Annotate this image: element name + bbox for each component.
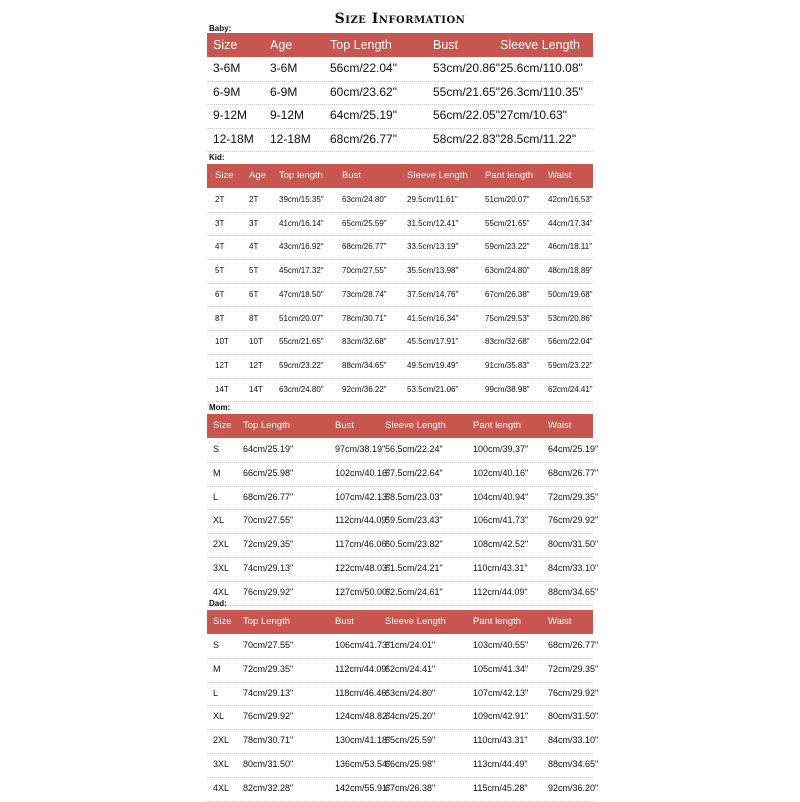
table-cell: 130cm/41.18" xyxy=(335,735,391,746)
table-cell: 64cm/25.19" xyxy=(243,444,294,454)
table-cell: 60.5cm/23.82" xyxy=(385,539,443,550)
table-cell: 45cm/17.32" xyxy=(279,266,324,276)
table-cell: 25.6cm/110.08" xyxy=(500,61,583,75)
table-cell: 66cm/25.98" xyxy=(243,467,294,478)
table-cell: 50cm/19.68" xyxy=(548,289,593,299)
column-header: Pant length xyxy=(473,420,522,431)
table-cell: 112cm/44.09" xyxy=(335,663,390,674)
table-cell: L xyxy=(213,687,219,698)
table-cell: 82cm/32.28" xyxy=(243,782,294,793)
table-row xyxy=(207,212,593,237)
section-label-mom: Mom: xyxy=(209,403,231,412)
table-cell: 42cm/16.53" xyxy=(548,195,593,204)
table-cell: S xyxy=(213,444,220,454)
table-row xyxy=(207,188,593,213)
table-cell: 55cm/21.65" xyxy=(279,337,324,347)
table-cell: 73cm/28.74" xyxy=(342,289,387,299)
table-cell: 9-12M xyxy=(270,108,305,122)
table-row xyxy=(207,354,593,379)
table-row xyxy=(207,658,599,683)
table-cell: 115cm/45.28" xyxy=(473,782,528,793)
table-cell: 124cm/48.82" xyxy=(335,711,391,722)
table-cell: 57.5cm/22.64" xyxy=(385,467,443,478)
column-header: Top Length xyxy=(330,38,392,52)
table-cell: 88cm/34.65" xyxy=(548,586,599,597)
table-cell: 10T xyxy=(249,337,263,347)
column-header: Top length xyxy=(279,170,323,181)
table-cell: 106cm/41.73" xyxy=(335,640,391,650)
table-cell: 2XL xyxy=(213,539,230,550)
table-cell: 74cm/29.13" xyxy=(243,687,294,698)
table-cell: 80cm/31.50" xyxy=(548,711,599,722)
table-cell: 74cm/29.13" xyxy=(243,563,294,573)
table-cell: 51cm/20.07" xyxy=(485,195,530,204)
table-cell: 88cm/34.65" xyxy=(548,759,599,769)
table-header-kid xyxy=(207,164,593,188)
table-cell: 3-6M xyxy=(213,61,241,75)
table-cell: 27cm/10.63" xyxy=(500,108,567,122)
table-cell: 76cm/29.92" xyxy=(548,687,599,698)
table-cell: 99cm/38.98" xyxy=(485,384,530,394)
table-cell: 53cm/20.86" xyxy=(548,313,593,323)
table-cell: XL xyxy=(213,711,225,722)
column-header: Age xyxy=(270,38,293,52)
table-cell: 4T xyxy=(215,242,225,252)
table-cell: 56cm/22.04" xyxy=(330,61,397,75)
table-cell: 8T xyxy=(249,313,259,323)
table-cell: 88cm/34.65" xyxy=(342,360,387,370)
table-cell: 62.5cm/24.61" xyxy=(385,586,443,597)
table-cell: 104cm/40.94" xyxy=(473,491,529,502)
table-cell: 6-9M xyxy=(213,84,241,99)
table-row xyxy=(207,729,599,754)
column-header: Sleeve Length xyxy=(407,170,468,181)
table-cell: 72cm/29.35" xyxy=(548,491,599,502)
column-header: Sleeve Length xyxy=(500,38,580,52)
table-cell: 3XL xyxy=(213,563,230,573)
table-cell: 78cm/30.71" xyxy=(243,735,294,746)
table-cell: 72cm/29.35" xyxy=(243,539,294,550)
table-cell: 68cm/26.77" xyxy=(330,131,397,146)
column-header: Pant length xyxy=(473,616,522,627)
table-cell: 37.5cm/14.76" xyxy=(407,289,459,299)
table-cell: 102cm/40.16" xyxy=(335,467,391,478)
table-cell: 65cm/25.59" xyxy=(342,218,387,228)
table-cell: 55cm/21.65" xyxy=(433,84,500,99)
column-header: Size xyxy=(213,38,238,52)
table-cell: 14T xyxy=(249,384,263,394)
table-cell: 108cm/42.52" xyxy=(473,539,529,550)
table-cell: 12T xyxy=(215,360,229,370)
table-cell: 91cm/35.83" xyxy=(485,360,530,370)
table-row xyxy=(207,128,593,153)
table-cell: 62cm/24.41" xyxy=(385,663,436,674)
table-cell: 6T xyxy=(215,289,225,299)
table-cell: 59cm/23.22" xyxy=(548,360,593,370)
table-cell: 76cm/29.92" xyxy=(243,711,294,722)
table-cell: 109cm/42.91" xyxy=(473,711,529,722)
table-cell: 68cm/26.77" xyxy=(342,242,387,252)
table-cell: 106cm/41.73" xyxy=(473,515,529,526)
table-cell: 72cm/29.35" xyxy=(243,663,294,674)
table-row xyxy=(207,557,599,582)
table-row xyxy=(207,330,593,355)
table-row xyxy=(207,753,599,778)
table-cell: XL xyxy=(213,515,225,526)
column-header: Pant length xyxy=(485,170,534,181)
table-cell: 56cm/22.04" xyxy=(548,337,593,347)
table-cell: 5T xyxy=(249,266,259,276)
table-cell: 56cm/22.05" xyxy=(433,108,500,122)
table-row xyxy=(207,705,599,730)
table-cell: 3-6M xyxy=(270,61,298,75)
column-header: Bust xyxy=(342,170,362,181)
table-cell: 53cm/20.86" xyxy=(433,61,500,75)
table-cell: 68cm/26.77" xyxy=(548,640,599,650)
table-cell: 31.5cm/12.41" xyxy=(407,218,459,228)
table-row xyxy=(207,634,599,659)
table-cell: 72cm/29.35" xyxy=(548,663,599,674)
table-cell: 2T xyxy=(249,195,259,204)
table-cell: 12T xyxy=(249,360,263,370)
table-cell: 83cm/32.68" xyxy=(342,337,387,347)
table-cell: 26.3cm/110.35" xyxy=(500,84,583,99)
section-label-kid: Kid: xyxy=(209,153,225,162)
table-cell: 3T xyxy=(215,218,225,228)
table-cell: 10T xyxy=(215,337,229,347)
table-row xyxy=(207,307,593,332)
column-header: Waist xyxy=(548,420,572,431)
table-cell: 61.5cm/24.21" xyxy=(385,563,443,573)
table-cell: 59.5cm/23.43" xyxy=(385,515,443,526)
table-cell: 107cm/42.13" xyxy=(473,687,529,698)
table-cell: 113cm/44.49" xyxy=(473,759,528,769)
column-header: Bust xyxy=(433,38,459,52)
table-cell: 45.5cm/17.91" xyxy=(407,337,459,347)
table-cell: 59cm/23.22" xyxy=(485,242,530,252)
table-cell: 103cm/40.55" xyxy=(473,640,529,650)
table-cell: 64cm/25.20" xyxy=(385,711,436,722)
table-cell: 92cm/36.20" xyxy=(548,782,599,793)
table-row xyxy=(207,81,593,106)
table-cell: 80cm/31.50" xyxy=(548,539,599,550)
column-header: Top Length xyxy=(243,616,291,627)
table-cell: 63cm/24.80" xyxy=(279,384,324,394)
table-row xyxy=(207,438,599,463)
table-cell: 14T xyxy=(215,384,229,394)
table-row xyxy=(207,235,593,260)
table-row xyxy=(207,486,599,511)
table-cell: 92cm/36.22" xyxy=(342,384,387,394)
table-row xyxy=(207,57,593,82)
table-cell: 83cm/32.68" xyxy=(485,337,530,347)
column-header: Bust xyxy=(335,616,355,627)
table-cell: 29.5cm/11.61" xyxy=(407,195,458,204)
table-cell: 62cm/24.41" xyxy=(548,384,593,394)
table-cell: 64cm/25.19" xyxy=(330,108,397,122)
table-cell: 59cm/23.22" xyxy=(279,360,324,370)
table-cell: 70cm/27.55" xyxy=(243,640,294,650)
column-header: Size xyxy=(213,616,232,627)
table-cell: L xyxy=(213,491,219,502)
table-row xyxy=(207,509,599,534)
table-cell: 84cm/33.10" xyxy=(548,735,599,746)
section-label-dad: Dad: xyxy=(209,599,227,608)
table-cell: 53.5cm/21.06" xyxy=(407,384,459,394)
table-cell: 9-12M xyxy=(213,108,248,122)
page-title: Size Information xyxy=(334,11,466,27)
table-cell: 67cm/26.38" xyxy=(485,289,530,299)
section-label-baby: Baby: xyxy=(209,24,232,33)
table-cell: 102cm/40.16" xyxy=(473,467,529,478)
table-cell: 65cm/25.59" xyxy=(385,735,436,746)
table-cell: 41cm/16.14" xyxy=(279,218,324,228)
table-cell: 47cm/18.50" xyxy=(279,289,324,299)
table-row xyxy=(207,104,593,129)
table-cell: 68cm/26.77" xyxy=(243,491,294,502)
table-cell: 2T xyxy=(215,195,225,204)
table-cell: 64cm/25.19" xyxy=(548,444,599,454)
table-header-baby xyxy=(207,33,593,57)
column-header: Size xyxy=(213,420,232,431)
table-cell: 4T xyxy=(249,242,259,252)
table-cell: 61cm/24.01" xyxy=(385,640,436,650)
table-cell: 122cm/48.03" xyxy=(335,563,391,573)
table-cell: 28.5cm/11.22" xyxy=(500,131,577,146)
table-cell: 110cm/43.31" xyxy=(473,563,528,573)
table-cell: 136cm/53.54" xyxy=(335,759,391,769)
table-cell: 58cm/22.83" xyxy=(433,131,500,146)
table-cell: 80cm/31.50" xyxy=(243,759,294,769)
table-cell: 49.5cm/19.49" xyxy=(407,360,459,370)
table-cell: 39cm/15.35" xyxy=(279,195,324,204)
table-cell: 6T xyxy=(249,289,259,299)
table-cell: 12-18M xyxy=(270,131,311,146)
table-cell: 142cm/55.91" xyxy=(335,782,391,793)
table-cell: 70cm/27.55" xyxy=(243,515,294,526)
table-cell: 118cm/46.46" xyxy=(335,687,390,698)
table-cell: 58.5cm/23.03" xyxy=(385,491,443,502)
table-row xyxy=(207,283,593,308)
table-cell: 107cm/42.13" xyxy=(335,491,391,502)
table-cell: 6-9M xyxy=(270,84,298,99)
table-row xyxy=(207,533,599,558)
table-header-dad xyxy=(207,610,593,634)
column-header: Size xyxy=(215,170,234,181)
table-cell: 5T xyxy=(215,266,225,276)
column-header: Bust xyxy=(335,420,355,431)
table-cell: S xyxy=(213,640,220,650)
table-cell: 41.5cm/16.34" xyxy=(407,313,459,323)
table-cell: 60cm/23.62" xyxy=(330,84,397,99)
table-cell: 55cm/21.65" xyxy=(485,218,530,228)
table-cell: 12-18M xyxy=(213,131,254,146)
table-cell: 63cm/24.80" xyxy=(385,687,436,698)
table-cell: 4XL xyxy=(213,782,230,793)
table-cell: 48cm/18.89" xyxy=(548,266,593,276)
table-cell: M xyxy=(213,467,221,478)
table-cell: 78cm/30.71" xyxy=(342,313,387,323)
table-cell: 66cm/25.98" xyxy=(385,759,436,769)
column-header: Sleeve Length xyxy=(385,420,446,431)
column-header: Sleeve Length xyxy=(385,616,446,627)
table-cell: 84cm/33.10" xyxy=(548,563,599,573)
table-cell: 63cm/24.80" xyxy=(342,195,387,204)
column-header: Waist xyxy=(548,616,572,627)
table-cell: 70cm/27.55" xyxy=(342,266,387,276)
table-cell: 76cm/29.92" xyxy=(548,515,599,526)
table-cell: 68cm/26.77" xyxy=(548,467,599,478)
table-cell: 43cm/16.92" xyxy=(279,242,324,252)
column-header: Age xyxy=(249,170,266,181)
table-cell: 33.5cm/13.19" xyxy=(407,242,459,252)
table-cell: 117cm/46.06" xyxy=(335,539,390,550)
table-row xyxy=(207,777,599,802)
table-cell: 100cm/39.37" xyxy=(473,444,529,454)
table-cell: 75cm/29.53" xyxy=(485,313,530,323)
table-cell: 46cm/18.11" xyxy=(548,242,593,252)
table-cell: 4XL xyxy=(213,586,230,597)
table-cell: 3T xyxy=(249,218,259,228)
table-cell: 112cm/44.09" xyxy=(335,515,390,526)
table-cell: 127cm/50.00" xyxy=(335,586,391,597)
table-row xyxy=(207,462,599,487)
table-cell: 56.5cm/22.24" xyxy=(385,444,443,454)
table-row xyxy=(207,378,593,403)
table-cell: 97cm/38.19" xyxy=(335,444,386,454)
table-cell: 76cm/29.92" xyxy=(243,586,294,597)
table-row xyxy=(207,259,593,284)
table-cell: 110cm/43.31" xyxy=(473,735,528,746)
table-cell: 35.5cm/13.98" xyxy=(407,266,459,276)
table-cell: 112cm/44.09" xyxy=(473,586,528,597)
column-header: Top Length xyxy=(243,420,291,431)
table-cell: 2XL xyxy=(213,735,230,746)
table-header-mom xyxy=(207,414,593,438)
column-header: Waist xyxy=(548,170,572,181)
table-cell: 51cm/20.07" xyxy=(279,313,324,323)
table-cell: 3XL xyxy=(213,759,230,769)
table-cell: M xyxy=(213,663,221,674)
table-cell: 105cm/41.34" xyxy=(473,663,529,674)
table-row xyxy=(207,581,599,606)
table-cell: 63cm/24.80" xyxy=(485,266,530,276)
table-cell: 44cm/17.34" xyxy=(548,218,593,228)
table-cell: 8T xyxy=(215,313,225,323)
table-row xyxy=(207,682,599,707)
table-cell: 67cm/26.38" xyxy=(385,782,436,793)
